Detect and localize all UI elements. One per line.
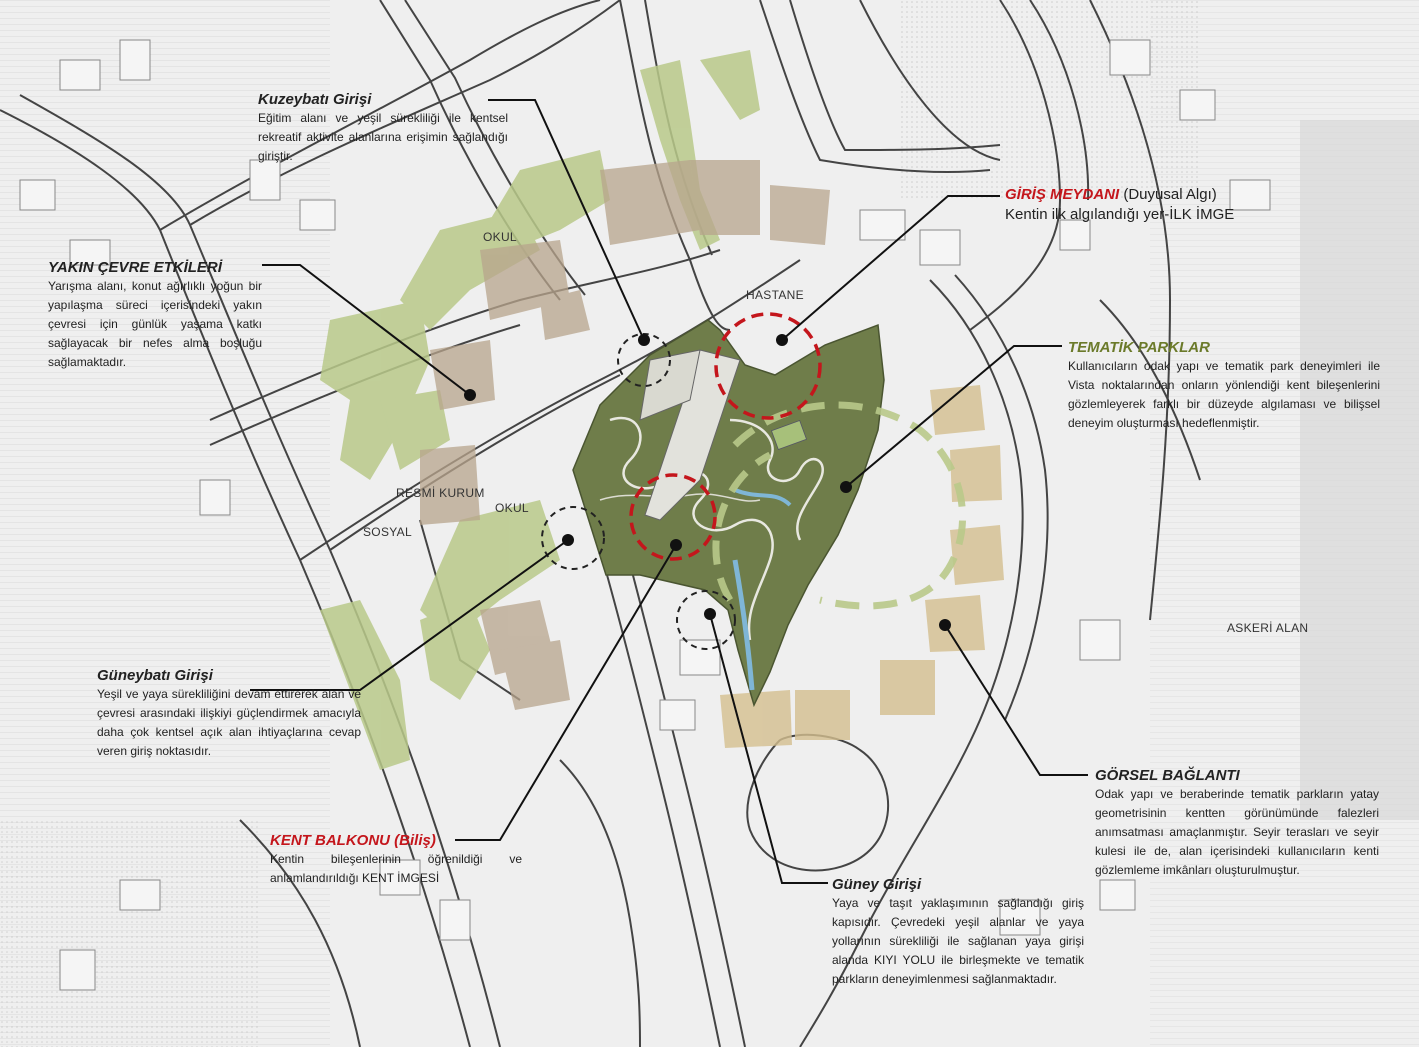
annotation-gorsel-baglanti	[1095, 766, 1379, 880]
annotation-title: TEMATİK PARKLAR	[1068, 339, 1210, 356]
annotation-giris-meydani	[1005, 185, 1305, 225]
label-sosyal: SOSYAL	[363, 525, 412, 539]
annotation-text: Odak yapı ve beraberinde tematik parkların yatay geometrisinin kentten görünümünde falezleri anımsatması amaçlanmıştır. Seyir terasları ve seyir kulesi ile de, alan içerisindeki kullanıcıların kenti gözlemleme imkânları oluşturulmuştur.	[1095, 787, 1379, 877]
terrain-north	[900, 0, 1200, 200]
annotation-text: Kullanıcıların odak yapı ve tematik park deneyimleri ile Vista noktalarından onların yönlendiği kent bileşenlerini gözlemleyerek farklı bir düzeyde algılaması ve bilişsel deneyim oluşturması hedeflenmiştir.	[1068, 359, 1380, 430]
label-okul-north: OKUL	[483, 230, 517, 244]
annotation-title: Kuzeybatı Girişi	[258, 91, 372, 108]
annotation-yakin-cevre	[48, 258, 262, 372]
annotation-text: Kentin bileşenlerinin öğrenildiği ve anlamlandırıldığı KENT İMGESİ	[270, 852, 522, 885]
label-askeri-alan: ASKERİ ALAN	[1227, 621, 1309, 635]
annotation-tematik-parklar	[1068, 338, 1380, 433]
annotation-title: Güneybatı Girişi	[97, 667, 213, 684]
annotation-text: Yarışma alanı, konut ağırlıklı yoğun bir yapılaşma süreci içerisindeki yakın çevresi için günlük yaşama katkı sağlayacak bir nefes alma boşluğu sağlamaktadır.	[48, 279, 262, 369]
military-zone-shade	[1300, 120, 1419, 820]
annotation-text: Kentin ilk algılandığı yer-İLK İMGE	[1005, 206, 1235, 223]
annotation-guney	[832, 875, 1084, 989]
terrain-southwest	[0, 820, 260, 1047]
annotation-title: Güney Girişi	[832, 876, 922, 893]
label-okul-west: OKUL	[495, 501, 529, 515]
annotation-text: Yaya ve taşıt yaklaşımının sağlandığı giriş kapısıdır. Çevredeki yeşil alanlar ve yaya yollarının sürekliliği ile sağlanan yaya girişi alanda KIYI YOLU ile birleşmekte ve tematik parkların deneyimlenmesi sağlanmaktadır.	[832, 896, 1084, 986]
annotation-title: GÖRSEL BAĞLANTI	[1095, 767, 1240, 784]
annotation-kent-balkonu	[270, 831, 522, 888]
label-hastane: HASTANE	[746, 288, 804, 302]
annotation-kuzeybati	[258, 90, 508, 166]
annotation-title: GİRİŞ MEYDANI	[1005, 186, 1120, 203]
annotation-title: KENT BALKONU (Biliş)	[270, 832, 436, 849]
annotation-text: Eğitim alanı ve yeşil sürekliliği ile kentsel rekreatif aktivite alanlarına erişimin sağlandığı giriştir.	[258, 111, 508, 163]
annotation-title-suffix: (Duyusal Algı)	[1123, 186, 1217, 203]
label-resmi-kurum: RESMİ KURUM	[396, 486, 485, 500]
annotation-guneybati	[97, 666, 361, 761]
annotation-title: YAKIN ÇEVRE ETKİLERİ	[48, 259, 222, 276]
annotation-text: Yeşil ve yaya sürekliliğini devam ettirerek alan ve çevresi arasındaki ilişkiyi güçlendirmek amacıyla daha çok kentsel açık alan ihtiyaçlarına cevap veren giriş noktasıdır.	[97, 687, 361, 758]
